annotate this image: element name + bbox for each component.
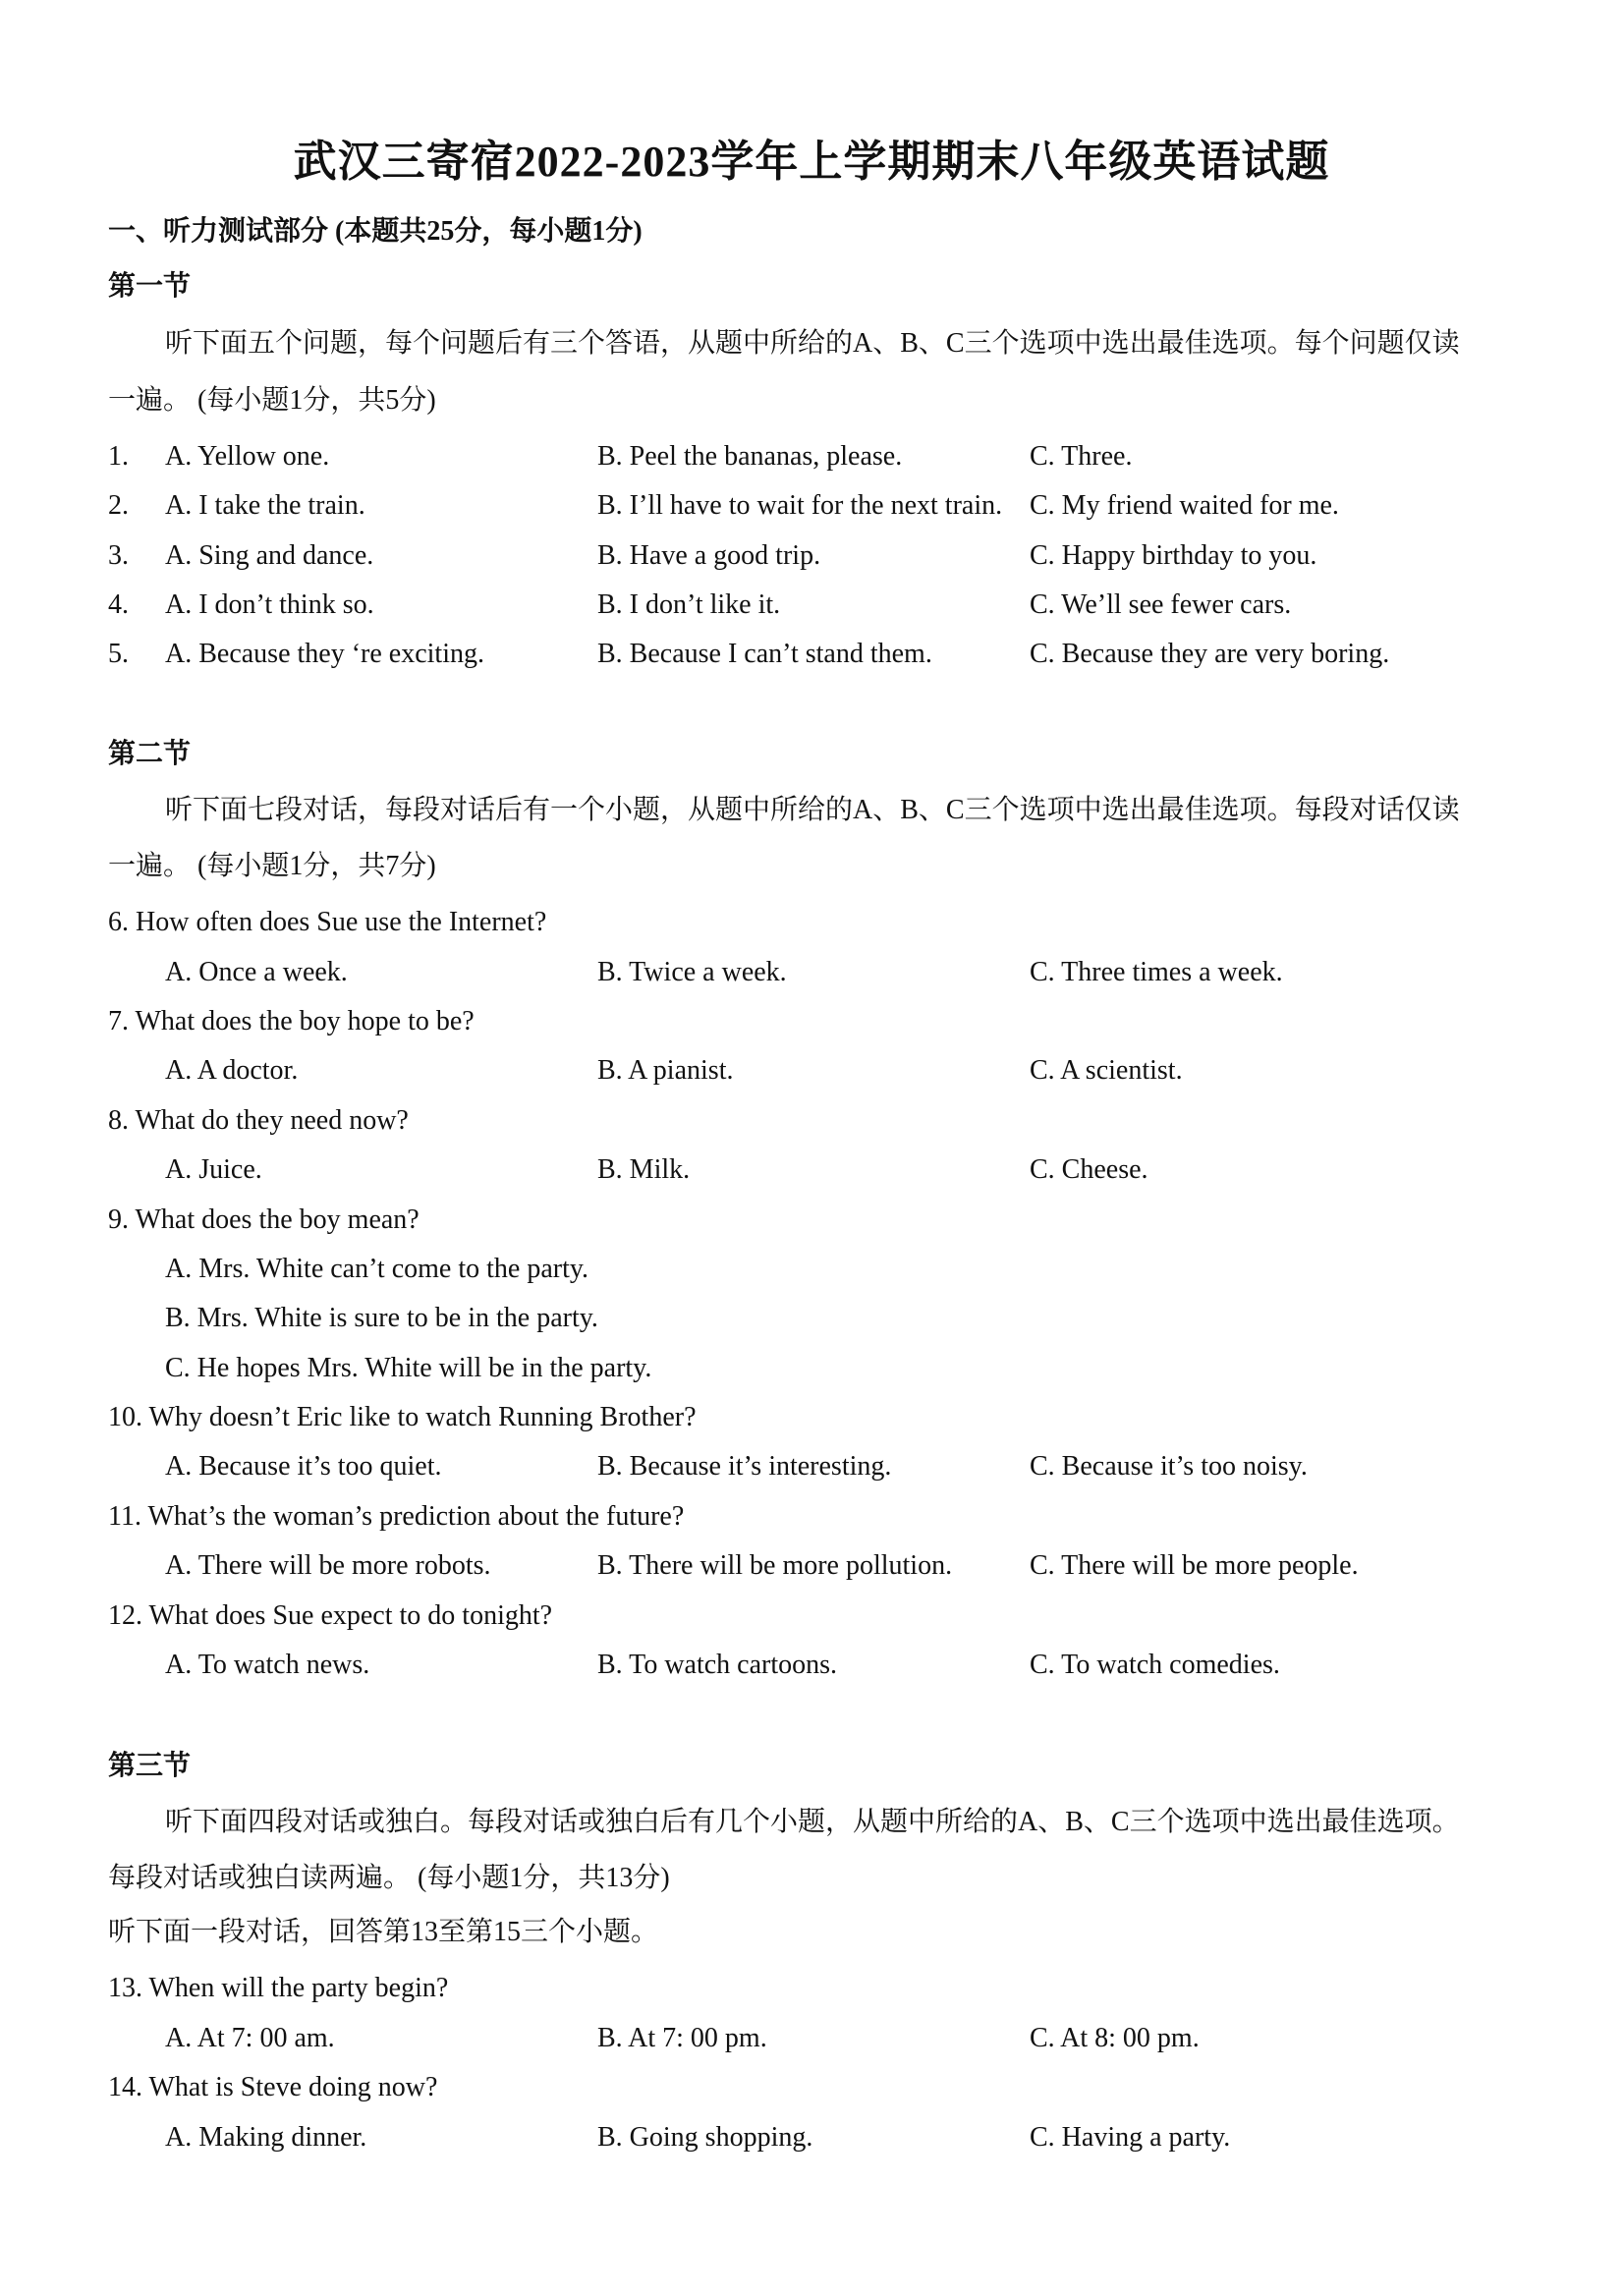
- q9-option-c: C. He hopes Mrs. White will be in the party.: [165, 1353, 652, 1383]
- question-13-stem: 13. When will the party begin?: [108, 1973, 449, 2003]
- option-b: B. Have a good trip.: [597, 540, 821, 571]
- q14-option-b: B. Going shopping.: [597, 2122, 813, 2153]
- q12-option-b: B. To watch cartoons.: [597, 1650, 838, 1680]
- section3-heading: 第三节: [108, 1751, 192, 1781]
- q8-option-a: A. Juice.: [165, 1154, 262, 1185]
- section3-dialog-intro: 听下面一段对话，回答第13至第15三个小题。: [108, 1917, 659, 1947]
- section2-instruction-line1: 听下面七段对话，每段对话后有一个小题，从题中所给的A、B、C三个选项中选出最佳选项。每段对话仅读: [165, 795, 1460, 825]
- q10-option-c: C. Because it’s too noisy.: [1030, 1451, 1308, 1482]
- q11-option-a: A. There will be more robots.: [165, 1550, 491, 1581]
- option-c: C. My friend waited for me.: [1030, 490, 1339, 521]
- q10-option-b: B. Because it’s interesting.: [597, 1451, 892, 1482]
- option-c: C. Because they are very boring.: [1030, 639, 1390, 669]
- q12-option-a: A. To watch news.: [165, 1650, 370, 1680]
- option-c: C. Three.: [1030, 441, 1133, 472]
- option-a: A. Sing and dance.: [165, 540, 374, 571]
- section2-heading: 第二节: [108, 739, 192, 769]
- question-number: 3.: [108, 540, 129, 571]
- q11-option-b: B. There will be more pollution.: [597, 1550, 953, 1581]
- q8-option-b: B. Milk.: [597, 1154, 691, 1185]
- section2-instruction-line2: 一遍。 (每小题1分，共7分): [108, 851, 436, 881]
- question-9-stem: 9. What does the boy mean?: [108, 1204, 420, 1235]
- question-number: 1.: [108, 441, 129, 472]
- question-14-stem: 14. What is Steve doing now?: [108, 2072, 438, 2102]
- q11-option-c: C. There will be more people.: [1030, 1550, 1359, 1581]
- q10-option-a: A. Because it’s too quiet.: [165, 1451, 442, 1482]
- q12-option-c: C. To watch comedies.: [1030, 1650, 1280, 1680]
- option-b: B. I don’t like it.: [597, 589, 781, 620]
- q7-option-b: B. A pianist.: [597, 1055, 734, 1086]
- q9-option-a: A. Mrs. White can’t come to the party.: [165, 1254, 589, 1284]
- q6-option-c: C. Three times a week.: [1030, 957, 1283, 987]
- option-a: A. Yellow one.: [165, 441, 330, 472]
- q6-option-a: A. Once a week.: [165, 957, 348, 987]
- option-c: C. Happy birthday to you.: [1030, 540, 1317, 571]
- q7-option-c: C. A scientist.: [1030, 1055, 1183, 1086]
- question-number: 2.: [108, 490, 129, 521]
- question-11-stem: 11. What’s the woman’s prediction about the future?: [108, 1501, 685, 1532]
- q9-option-b: B. Mrs. White is sure to be in the party.: [165, 1303, 598, 1333]
- option-b: B. I’ll have to wait for the next train.: [597, 490, 1003, 521]
- option-c: C. We’ll see fewer cars.: [1030, 589, 1292, 620]
- question-8-stem: 8. What do they need now?: [108, 1105, 409, 1136]
- question-number: 5.: [108, 639, 129, 669]
- question-10-stem: 10. Why doesn’t Eric like to watch Running Brother?: [108, 1402, 697, 1432]
- part1-heading: 一、听力测试部分 (本题共25分，每小题1分): [108, 216, 643, 247]
- exam-title: 武汉三寄宿2022-2023学年上学期期末八年级英语试题: [293, 138, 1330, 186]
- question-number: 4.: [108, 589, 129, 620]
- q13-option-b: B. At 7: 00 pm.: [597, 2023, 767, 2053]
- q14-option-a: A. Making dinner.: [165, 2122, 367, 2153]
- section1-heading: 第一节: [108, 271, 192, 302]
- section3-instruction-line1: 听下面四段对话或独白。每段对话或独白后有几个小题，从题中所给的A、B、C三个选项中选出最佳选项。: [165, 1807, 1460, 1837]
- q13-option-a: A. At 7: 00 am.: [165, 2023, 335, 2053]
- option-a: A. I take the train.: [165, 490, 365, 521]
- question-7-stem: 7. What does the boy hope to be?: [108, 1006, 475, 1036]
- section1-instruction-line1: 听下面五个问题，每个问题后有三个答语，从题中所给的A、B、C三个选项中选出最佳选项。每个问题仅读: [165, 328, 1460, 359]
- q7-option-a: A. A doctor.: [165, 1055, 299, 1086]
- option-b: B. Peel the bananas, please.: [597, 441, 903, 472]
- option-a: A. I don’t think so.: [165, 589, 374, 620]
- option-b: B. Because I can’t stand them.: [597, 639, 932, 669]
- option-a: A. Because they ‘re exciting.: [165, 639, 484, 669]
- q6-option-b: B. Twice a week.: [597, 957, 787, 987]
- section3-instruction-line2: 每段对话或独白读两遍。 (每小题1分，共13分): [108, 1863, 670, 1893]
- q8-option-c: C. Cheese.: [1030, 1154, 1148, 1185]
- question-6-stem: 6. How often does Sue use the Internet?: [108, 907, 547, 937]
- section1-instruction-line2: 一遍。 (每小题1分，共5分): [108, 385, 436, 416]
- q13-option-c: C. At 8: 00 pm.: [1030, 2023, 1200, 2053]
- question-12-stem: 12. What does Sue expect to do tonight?: [108, 1600, 553, 1631]
- q14-option-c: C. Having a party.: [1030, 2122, 1231, 2153]
